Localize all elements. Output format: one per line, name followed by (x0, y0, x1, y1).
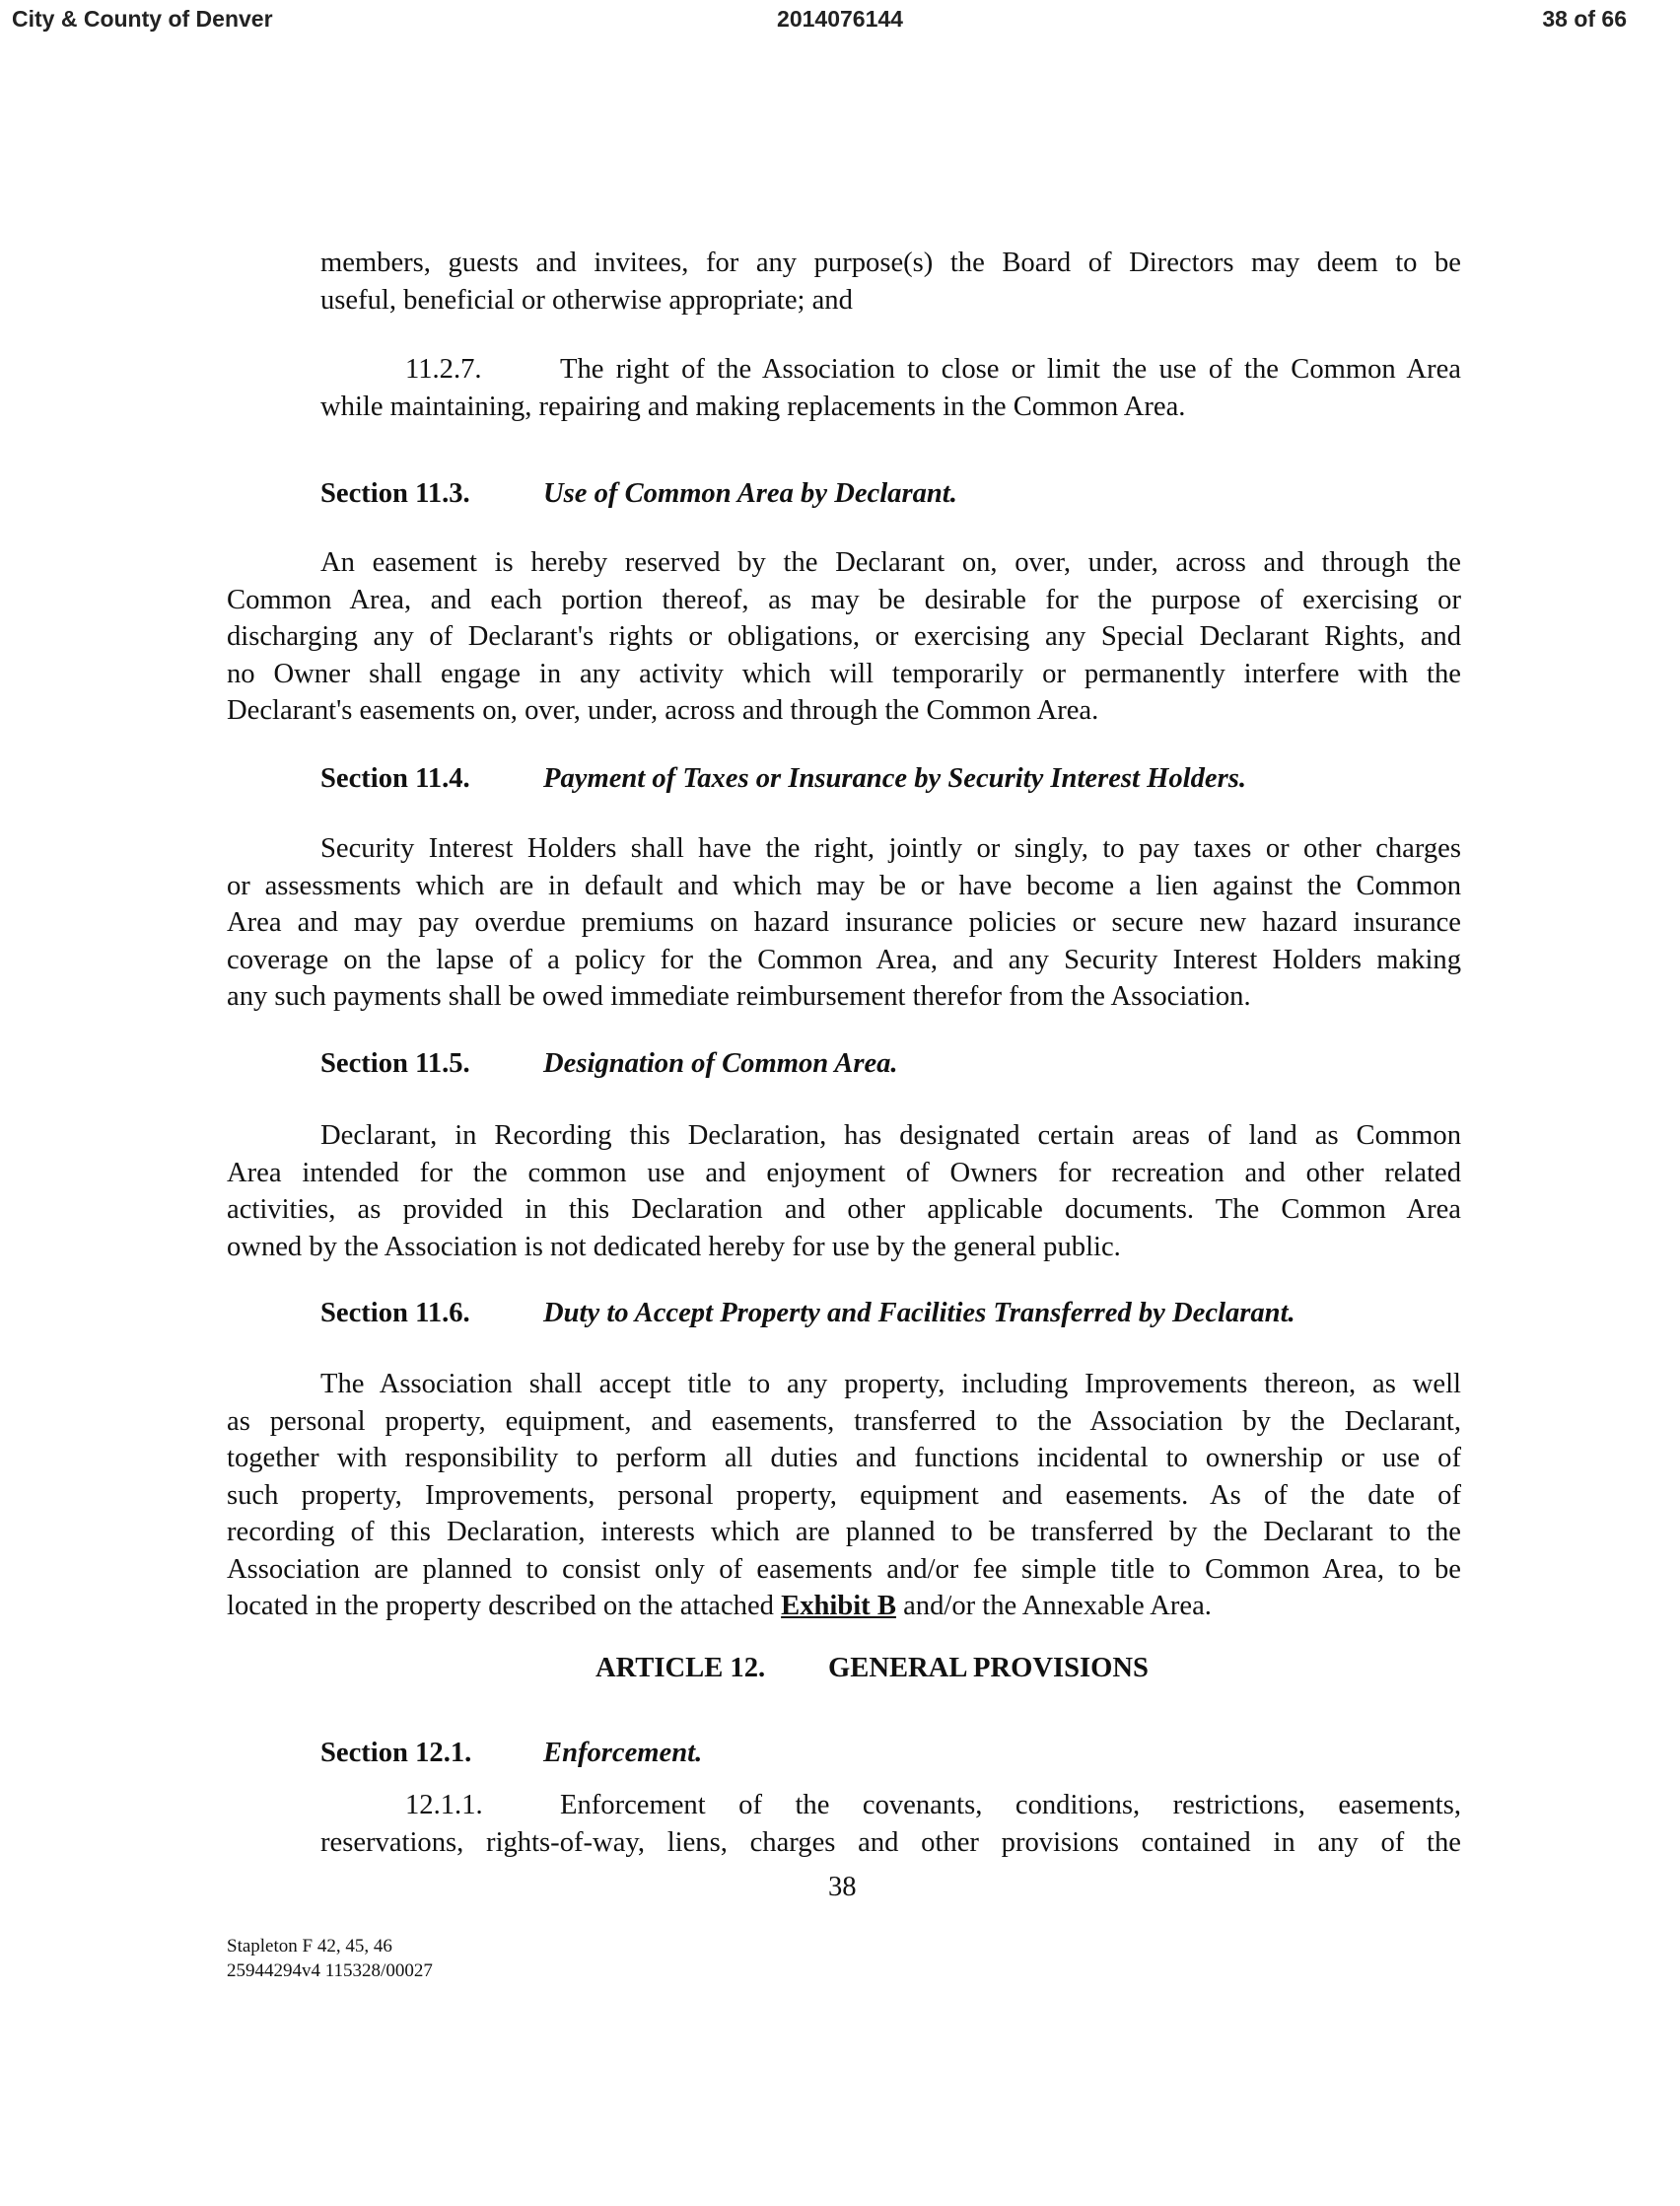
section-title: Enforcement. (543, 1738, 703, 1768)
text-line: such property, Improvements, personal property, equipment and easements. As of the date of (227, 1479, 1461, 1511)
text-line: coverage on the lapse of a policy for the Common Area, and any Security Interest Holders making (227, 944, 1461, 975)
article-number: ARTICLE 12. (595, 1653, 766, 1683)
text-content: and/or the Annexable Area. (895, 1591, 1212, 1621)
text-line: activities, as provided in this Declaration and other applicable documents. The Common Area (227, 1194, 1461, 1225)
text-line (320, 1787, 1461, 1824)
section-heading-11-5 (320, 1045, 898, 1083)
section-number: Section 12.1. (320, 1738, 472, 1768)
text-line: useful, beneficial or otherwise appropriate; and (320, 284, 853, 316)
section-number: Section 11.6. (320, 1298, 470, 1328)
footer-line: Stapleton F 42, 45, 46 (227, 1936, 392, 1957)
text-line: An easement is hereby reserved by the Declarant on, over, under, across and through the (320, 547, 1461, 578)
section-title: Use of Common Area by Declarant. (543, 478, 957, 509)
footer-line: 25944294v4 115328/00027 (227, 1960, 433, 1981)
text-line: Association are planned to consist only of easements and/or fee simple title to Common Area, to be (227, 1553, 1461, 1585)
text-content: The right of the Association to close or limit the use of the Common Area (560, 354, 1461, 385)
text-line: reservations, rights-of-way, liens, charges and other provisions contained in any of the (320, 1826, 1461, 1858)
document-footer (227, 1934, 433, 1983)
header-page-count: 38 of 66 (1542, 6, 1627, 32)
text-line: while maintaining, repairing and making replacements in the Common Area. (320, 391, 1186, 422)
subsection-number: 12.1.1. (405, 1790, 483, 1820)
section-body-11-6 (227, 1366, 1461, 1625)
exhibit-b-reference: Exhibit B (781, 1591, 896, 1621)
text-line: Area and may pay overdue premiums on hazard insurance policies or secure new hazard insurance (227, 907, 1461, 938)
header-county: City & County of Denver (12, 6, 273, 32)
subsection-12-1-1 (320, 1787, 1461, 1861)
text-line: or assessments which are in default and which may be or have become a lien against the Common (227, 870, 1461, 901)
article-heading-12 (595, 1650, 1149, 1687)
section-heading-11-3 (320, 475, 957, 513)
text-line (227, 1588, 1461, 1625)
text-line: owned by the Association is not dedicated hereby for use by the general public. (227, 1231, 1121, 1262)
section-number: Section 11.5. (320, 1048, 470, 1079)
section-heading-11-4 (320, 760, 1246, 798)
text-line (320, 351, 1461, 389)
section-heading-11-6 (320, 1295, 1295, 1332)
text-line: Declarant's easements on, over, under, across and through the Common Area. (227, 695, 1099, 726)
text-content: Enforcement of the covenants, conditions, restrictions, easements, (560, 1790, 1461, 1820)
page-number: 38 (828, 1872, 857, 1902)
section-title: Designation of Common Area. (543, 1048, 898, 1079)
text-line: Declarant, in Recording this Declaration, has designated certain areas of land as Common (320, 1120, 1461, 1151)
section-title: Duty to Accept Property and Facilities Transferred by Declarant. (543, 1298, 1295, 1328)
text-content: located in the property described on the attached (227, 1591, 782, 1621)
section-body-11-3 (227, 544, 1461, 730)
text-line: as personal property, equipment, and easements, transferred to the Association by the Declarant, (227, 1405, 1461, 1437)
text-line: Area intended for the common use and enjoyment of Owners for recreation and other related (227, 1157, 1461, 1188)
paragraph-continuation (320, 245, 1461, 319)
subsection-11-2-7 (320, 351, 1461, 425)
header-document-number: 2014076144 (777, 6, 903, 32)
text-line: discharging any of Declarant's rights or obligations, or exercising any Special Declarant Rights, and (227, 621, 1461, 652)
section-body-11-4 (227, 830, 1461, 1016)
subsection-number: 11.2.7. (405, 354, 482, 385)
section-number: Section 11.4. (320, 763, 470, 794)
article-title: GENERAL PROVISIONS (828, 1653, 1149, 1683)
section-body-11-5 (227, 1117, 1461, 1265)
text-line: recording of this Declaration, interests which are planned to be transferred by the Declarant to the (227, 1517, 1461, 1547)
section-number: Section 11.3. (320, 478, 470, 509)
text-line: any such payments shall be owed immediate reimbursement therefor from the Association. (227, 981, 1251, 1012)
section-heading-12-1 (320, 1735, 702, 1772)
text-line: The Association shall accept title to any property, including Improvements thereon, as well (320, 1369, 1461, 1399)
section-title: Payment of Taxes or Insurance by Security Interest Holders. (543, 763, 1247, 794)
text-line: members, guests and invitees, for any purpose(s) the Board of Directors may deem to be (320, 248, 1461, 278)
text-line: together with responsibility to perform all duties and functions incidental to ownership or use of (227, 1443, 1461, 1473)
text-line: no Owner shall engage in any activity which will temporarily or permanently interfere with the (227, 658, 1461, 689)
text-line: Common Area, and each portion thereof, as may be desirable for the purpose of exercising or (227, 584, 1461, 615)
text-line: Security Interest Holders shall have the right, jointly or singly, to pay taxes or other charges (320, 833, 1461, 864)
